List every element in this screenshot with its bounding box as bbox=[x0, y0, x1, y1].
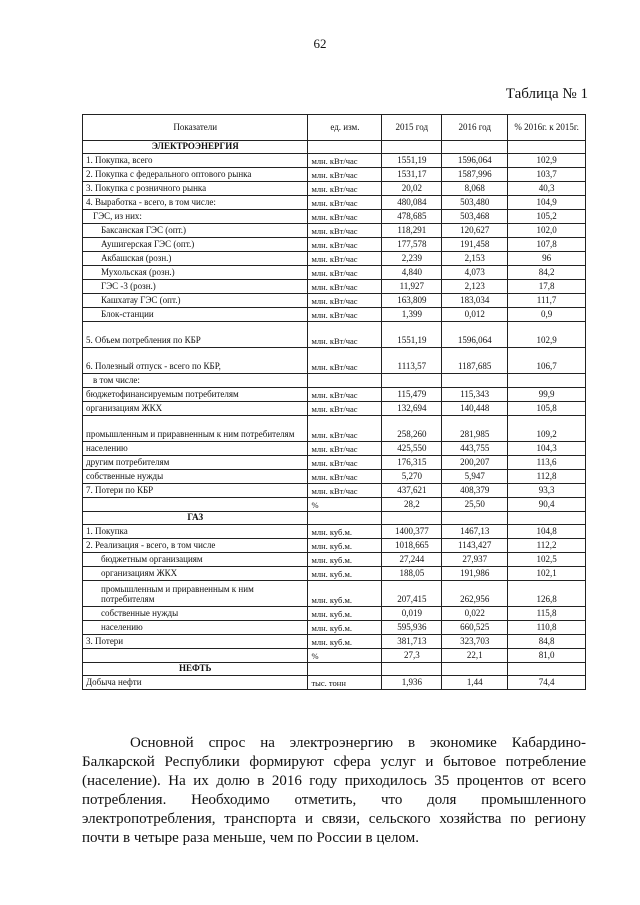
row-value-2015: 1,936 bbox=[382, 676, 442, 690]
row-label: 6. Полезный отпуск - всего по КБР, bbox=[83, 348, 308, 374]
row-percent: 105,2 bbox=[508, 210, 586, 224]
row-value-2016: 1596,064 bbox=[442, 154, 508, 168]
table-row bbox=[83, 210, 586, 224]
empty-cell bbox=[308, 141, 382, 154]
row-value-2015: 437,621 bbox=[382, 484, 442, 498]
row-label: 1. Покупка bbox=[83, 525, 308, 539]
row-unit: млн. кВт/час bbox=[308, 196, 382, 210]
row-label: собственные нужды bbox=[83, 607, 308, 621]
row-value-2015: 28,2 bbox=[382, 498, 442, 512]
row-value-2015: 1551,19 bbox=[382, 154, 442, 168]
row-percent: 96 bbox=[508, 252, 586, 266]
row-label: ГЭС, из них: bbox=[83, 210, 308, 224]
row-value-2016: 1187,685 bbox=[442, 348, 508, 374]
table-row bbox=[83, 416, 586, 442]
row-value-2016: 443,755 bbox=[442, 442, 508, 456]
row-label: 1. Покупка, всего bbox=[83, 154, 308, 168]
row-unit: млн. куб.м. bbox=[308, 553, 382, 567]
row-value-2015: 188,05 bbox=[382, 567, 442, 581]
table-row bbox=[83, 484, 586, 498]
row-label: Баксанская ГЭС (опт.) bbox=[83, 224, 308, 238]
row-percent: 81,0 bbox=[508, 649, 586, 663]
table-row bbox=[83, 308, 586, 322]
row-unit: млн. кВт/час bbox=[308, 308, 382, 322]
row-value-2015: 1400,377 bbox=[382, 525, 442, 539]
table-row bbox=[83, 676, 586, 690]
row-unit: млн. кВт/час bbox=[308, 322, 382, 348]
row-percent: 102,0 bbox=[508, 224, 586, 238]
row-unit: млн. кВт/час bbox=[308, 252, 382, 266]
table-row bbox=[83, 402, 586, 416]
row-percent: 99,9 bbox=[508, 388, 586, 402]
row-unit: млн. куб.м. bbox=[308, 525, 382, 539]
table-row bbox=[83, 238, 586, 252]
row-label: организациям ЖКХ bbox=[83, 567, 308, 581]
row-unit: млн. куб.м. bbox=[308, 567, 382, 581]
row-unit: % bbox=[308, 498, 382, 512]
row-value-2015: 163,809 bbox=[382, 294, 442, 308]
row-value-2015: 1531,17 bbox=[382, 168, 442, 182]
row-value-2016: 408,379 bbox=[442, 484, 508, 498]
row-unit: млн. кВт/час bbox=[308, 402, 382, 416]
empty-cell bbox=[382, 663, 442, 676]
row-percent: 90,4 bbox=[508, 498, 586, 512]
row-label: другим потребителям bbox=[83, 456, 308, 470]
row-value-2016: 200,207 bbox=[442, 456, 508, 470]
row-percent: 115,8 bbox=[508, 607, 586, 621]
row-label: 7. Потери по КБР bbox=[83, 484, 308, 498]
table-row bbox=[83, 553, 586, 567]
table-row bbox=[83, 635, 586, 649]
row-value-2016: 660,525 bbox=[442, 621, 508, 635]
row-percent: 84,2 bbox=[508, 266, 586, 280]
row-value-2015: 115,479 bbox=[382, 388, 442, 402]
section-title: ЭЛЕКТРОЭНЕРГИЯ bbox=[83, 141, 308, 154]
row-value-2016: 2,153 bbox=[442, 252, 508, 266]
row-percent: 102,1 bbox=[508, 567, 586, 581]
row-percent: 104,9 bbox=[508, 196, 586, 210]
row-value-2015: 1551,19 bbox=[382, 322, 442, 348]
row-value-2015: 1018,665 bbox=[382, 539, 442, 553]
table-row bbox=[83, 539, 586, 553]
row-percent: 111,7 bbox=[508, 294, 586, 308]
row-unit: млн. кВт/час bbox=[308, 348, 382, 374]
table-row bbox=[83, 266, 586, 280]
row-unit: млн. кВт/час bbox=[308, 388, 382, 402]
row-value-2015: 4,840 bbox=[382, 266, 442, 280]
table-row bbox=[83, 607, 586, 621]
body-paragraph: Основной спрос на электроэнергию в экономике Кабардино-Балкарской Республики формируют сфера услуг и бытовое потребление (население). На их долю в 2016 году приходилось 35 процентов от всего потребления. Необходимо отметить, что доля промышленного электропотребления, транспорта и связи, сельского хозяйства по региону почти в четыре раза меньше, чем по России в целом. bbox=[82, 735, 586, 846]
row-value-2015: 176,315 bbox=[382, 456, 442, 470]
table-row bbox=[83, 322, 586, 348]
row-label: 4. Выработка - всего, в том числе: bbox=[83, 196, 308, 210]
row-value-2015: 27,3 bbox=[382, 649, 442, 663]
row-label: 3. Покупка с розничного рынка bbox=[83, 182, 308, 196]
row-value-2016: 1467,13 bbox=[442, 525, 508, 539]
row-label: Мухольская (розн.) bbox=[83, 266, 308, 280]
header-2015: 2015 год bbox=[382, 115, 442, 141]
row-label: Аушигерская ГЭС (опт.) bbox=[83, 238, 308, 252]
row-value-2015: 595,936 bbox=[382, 621, 442, 635]
row-value-2015: 478,685 bbox=[382, 210, 442, 224]
row-label: промышленным и приравненным к ним потребителям bbox=[83, 416, 308, 442]
section-header-row bbox=[83, 141, 586, 154]
table-row bbox=[83, 388, 586, 402]
table-row bbox=[83, 154, 586, 168]
row-value-2016: 262,956 bbox=[442, 581, 508, 607]
header-unit: ед. изм. bbox=[308, 115, 382, 141]
row-percent: 107,8 bbox=[508, 238, 586, 252]
empty-cell bbox=[382, 141, 442, 154]
empty-cell bbox=[382, 512, 442, 525]
row-percent: 17,8 bbox=[508, 280, 586, 294]
row-unit: млн. куб.м. bbox=[308, 539, 382, 553]
row-unit: тыс. тонн bbox=[308, 676, 382, 690]
row-unit: млн. кВт/час bbox=[308, 294, 382, 308]
row-value-2015 bbox=[382, 374, 442, 388]
row-value-2016: 140,448 bbox=[442, 402, 508, 416]
row-value-2015: 118,291 bbox=[382, 224, 442, 238]
row-value-2016: 2,123 bbox=[442, 280, 508, 294]
empty-cell bbox=[508, 512, 586, 525]
row-unit: млн. куб.м. bbox=[308, 621, 382, 635]
table-row bbox=[83, 621, 586, 635]
row-unit: млн. кВт/час bbox=[308, 416, 382, 442]
section-title: НЕФТЬ bbox=[83, 663, 308, 676]
row-label: бюджетофинансируемым потребителям bbox=[83, 388, 308, 402]
row-percent: 126,8 bbox=[508, 581, 586, 607]
table-row bbox=[83, 456, 586, 470]
table-row bbox=[83, 649, 586, 663]
row-value-2016: 0,012 bbox=[442, 308, 508, 322]
row-label: собственные нужды bbox=[83, 470, 308, 484]
row-value-2016: 22,1 bbox=[442, 649, 508, 663]
row-value-2016: 1596,064 bbox=[442, 322, 508, 348]
table-row bbox=[83, 581, 586, 607]
table-row bbox=[83, 252, 586, 266]
table-row bbox=[83, 498, 586, 512]
row-label: 5. Объем потребления по КБР bbox=[83, 322, 308, 348]
row-percent: 110,8 bbox=[508, 621, 586, 635]
row-unit: % bbox=[308, 649, 382, 663]
row-value-2015: 1113,57 bbox=[382, 348, 442, 374]
row-value-2015: 258,260 bbox=[382, 416, 442, 442]
header-percent: % 2016г. к 2015г. bbox=[508, 115, 586, 141]
row-unit bbox=[308, 374, 382, 388]
section-header-row bbox=[83, 512, 586, 525]
row-percent: 40,3 bbox=[508, 182, 586, 196]
row-unit: млн. куб.м. bbox=[308, 581, 382, 607]
row-label: 2. Реализация - всего, в том числе bbox=[83, 539, 308, 553]
row-percent: 0,9 bbox=[508, 308, 586, 322]
row-label: Акбашская (розн.) bbox=[83, 252, 308, 266]
header-indicator: Показатели bbox=[83, 115, 308, 141]
header-2016: 2016 год bbox=[442, 115, 508, 141]
row-value-2016: 183,034 bbox=[442, 294, 508, 308]
row-value-2016: 503,480 bbox=[442, 196, 508, 210]
row-unit: млн. кВт/час bbox=[308, 442, 382, 456]
section-header-row bbox=[83, 663, 586, 676]
row-label: Блок-станции bbox=[83, 308, 308, 322]
row-percent: 102,9 bbox=[508, 154, 586, 168]
row-value-2016: 25,50 bbox=[442, 498, 508, 512]
row-percent: 104,8 bbox=[508, 525, 586, 539]
table-row bbox=[83, 168, 586, 182]
row-label: Кашхатау ГЭС (опт.) bbox=[83, 294, 308, 308]
row-percent: 104,3 bbox=[508, 442, 586, 456]
table-row bbox=[83, 442, 586, 456]
row-value-2016 bbox=[442, 374, 508, 388]
row-value-2015: 11,927 bbox=[382, 280, 442, 294]
row-value-2016: 5,947 bbox=[442, 470, 508, 484]
row-value-2016: 8,068 bbox=[442, 182, 508, 196]
row-percent: 109,2 bbox=[508, 416, 586, 442]
row-value-2016: 191,986 bbox=[442, 567, 508, 581]
row-value-2016: 323,703 bbox=[442, 635, 508, 649]
table-row bbox=[83, 280, 586, 294]
table-row bbox=[83, 294, 586, 308]
row-percent: 102,9 bbox=[508, 322, 586, 348]
row-value-2015: 132,694 bbox=[382, 402, 442, 416]
row-value-2015: 381,713 bbox=[382, 635, 442, 649]
row-label: населению bbox=[83, 442, 308, 456]
row-value-2016: 1587,996 bbox=[442, 168, 508, 182]
row-label bbox=[83, 498, 308, 512]
row-percent: 105,8 bbox=[508, 402, 586, 416]
row-label: 3. Потери bbox=[83, 635, 308, 649]
table-header-row bbox=[83, 115, 586, 141]
row-value-2015: 5,270 bbox=[382, 470, 442, 484]
row-percent: 102,5 bbox=[508, 553, 586, 567]
table-row bbox=[83, 525, 586, 539]
row-unit: млн. куб.м. bbox=[308, 607, 382, 621]
row-unit: млн. кВт/час bbox=[308, 154, 382, 168]
row-label: в том числе: bbox=[83, 374, 308, 388]
row-unit: млн. кВт/час bbox=[308, 484, 382, 498]
row-value-2016: 115,343 bbox=[442, 388, 508, 402]
row-unit: млн. кВт/час bbox=[308, 210, 382, 224]
row-value-2015: 0,019 bbox=[382, 607, 442, 621]
empty-cell bbox=[308, 663, 382, 676]
row-value-2015: 480,084 bbox=[382, 196, 442, 210]
row-percent: 112,8 bbox=[508, 470, 586, 484]
row-value-2015: 1,399 bbox=[382, 308, 442, 322]
table-row bbox=[83, 374, 586, 388]
row-value-2015: 207,415 bbox=[382, 581, 442, 607]
row-percent: 84,8 bbox=[508, 635, 586, 649]
row-label: бюджетным организациям bbox=[83, 553, 308, 567]
row-label bbox=[83, 649, 308, 663]
row-unit: млн. кВт/час bbox=[308, 280, 382, 294]
row-value-2016: 281,985 bbox=[442, 416, 508, 442]
empty-cell bbox=[442, 141, 508, 154]
row-unit: млн. кВт/час bbox=[308, 224, 382, 238]
table-body bbox=[83, 141, 586, 690]
row-value-2015: 425,550 bbox=[382, 442, 442, 456]
row-value-2015: 27,244 bbox=[382, 553, 442, 567]
row-value-2016: 27,937 bbox=[442, 553, 508, 567]
row-value-2016: 191,458 bbox=[442, 238, 508, 252]
row-unit: млн. кВт/час bbox=[308, 168, 382, 182]
data-table bbox=[82, 114, 586, 690]
row-unit: млн. кВт/час bbox=[308, 456, 382, 470]
row-unit: млн. кВт/час bbox=[308, 470, 382, 484]
row-percent: 93,3 bbox=[508, 484, 586, 498]
page-number: 62 bbox=[313, 36, 327, 51]
row-unit: млн. кВт/час bbox=[308, 238, 382, 252]
row-value-2016: 503,468 bbox=[442, 210, 508, 224]
row-value-2015: 20,02 bbox=[382, 182, 442, 196]
row-value-2016: 1,44 bbox=[442, 676, 508, 690]
row-value-2015: 2,239 bbox=[382, 252, 442, 266]
empty-cell bbox=[508, 663, 586, 676]
row-percent: 112,2 bbox=[508, 539, 586, 553]
row-label: населению bbox=[83, 621, 308, 635]
row-unit: млн. куб.м. bbox=[308, 635, 382, 649]
row-percent bbox=[508, 374, 586, 388]
row-unit: млн. кВт/час bbox=[308, 182, 382, 196]
row-percent: 103,7 bbox=[508, 168, 586, 182]
empty-cell bbox=[308, 512, 382, 525]
table-row bbox=[83, 470, 586, 484]
row-label: организациям ЖКХ bbox=[83, 402, 308, 416]
table-row bbox=[83, 182, 586, 196]
row-percent: 74,4 bbox=[508, 676, 586, 690]
row-value-2016: 1143,427 bbox=[442, 539, 508, 553]
empty-cell bbox=[442, 663, 508, 676]
row-label: Добыча нефти bbox=[83, 676, 308, 690]
row-value-2016: 0,022 bbox=[442, 607, 508, 621]
table-row bbox=[83, 196, 586, 210]
table-row bbox=[83, 224, 586, 238]
row-unit: млн. кВт/час bbox=[308, 266, 382, 280]
row-value-2015: 177,578 bbox=[382, 238, 442, 252]
row-percent: 113,6 bbox=[508, 456, 586, 470]
row-value-2016: 4,073 bbox=[442, 266, 508, 280]
empty-cell bbox=[508, 141, 586, 154]
section-title: ГАЗ bbox=[83, 512, 308, 525]
table-row bbox=[83, 567, 586, 581]
table-row bbox=[83, 348, 586, 374]
row-label: промышленным и приравненным к ним потребителям bbox=[83, 581, 308, 607]
row-value-2016: 120,627 bbox=[442, 224, 508, 238]
row-label: 2. Покупка с федерального оптового рынка bbox=[83, 168, 308, 182]
table-caption: Таблица № 1 bbox=[505, 86, 588, 102]
row-percent: 106,7 bbox=[508, 348, 586, 374]
row-label: ГЭС -3 (розн.) bbox=[83, 280, 308, 294]
empty-cell bbox=[442, 512, 508, 525]
